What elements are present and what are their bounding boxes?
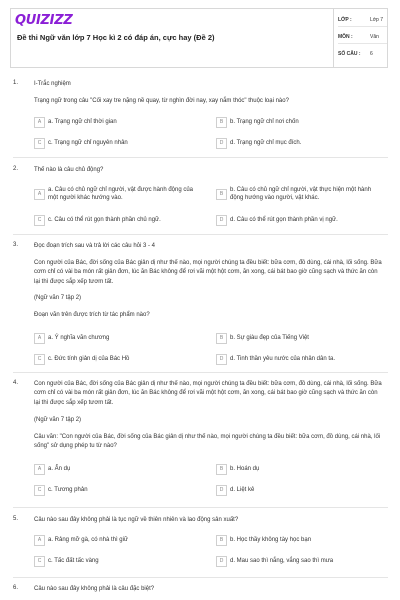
option-a[interactable]	[34, 464, 200, 476]
meta-value: Lớp 7	[370, 17, 384, 23]
option-text: a. Rảng mỡ gà, có nhà thì giữ	[48, 537, 128, 543]
option-c[interactable]	[34, 485, 200, 497]
divider	[13, 507, 388, 508]
divider	[13, 234, 388, 235]
option-text: c. Câu có thể rút gọn thành phần chủ ngữ.	[48, 217, 161, 223]
question-number: 2.	[13, 166, 19, 172]
question-prompt: Câu văn: "Con người của Bác, đời sống của Bác giản dị như thế nào, mọi người chúng ta đều biết: bữa cơm, đồ dùng, cái nhà, lối sống" sử dụng phép tu từ nào?	[34, 434, 381, 450]
option-text: a. Trạng ngữ chỉ thời gian	[48, 119, 117, 125]
reading-passage: Con người của Bác, đời sống của Bác giản dị như thế nào, mọi người chúng ta đều biết: bữa cơm, đồ dùng, cái nhà, lối sống. Bữa cơm chỉ có vài ba món rất giản đơn, lúc ăn Bác không để rơi vãi một hột cơm, ăn xong, cái bát bao giờ cũng sạch và thức ăn còn lại thì được sắp xếp tươm tất.	[34, 381, 382, 406]
question-number: 5.	[13, 516, 19, 522]
option-a[interactable]	[34, 185, 200, 205]
question-prompt: Câu nào sau đây không phải là tục ngữ về thiên nhiên và lao động sản xuất?	[34, 517, 239, 523]
option-letter: A	[34, 333, 45, 344]
meta-key: SỐ CÂU :	[338, 51, 361, 57]
option-text: c. Tấc đất tấc vàng	[48, 558, 99, 564]
meta-row-count	[338, 48, 387, 60]
question-number: 3.	[13, 242, 19, 248]
question-prompt: Câu nào sau đây không phải là câu đặc biệt?	[34, 586, 155, 592]
document-title: Đề thi Ngữ văn lớp 7 Học kì 2 có đáp án, cực hay (Đề 2)	[17, 33, 215, 42]
meta-panel	[333, 9, 390, 67]
option-text: b. Hoán dụ	[230, 466, 260, 472]
option-text: a. Câu có chủ ngữ chỉ người, vật được hành động của một người khác hướng vào.	[48, 187, 194, 201]
option-a[interactable]	[34, 535, 200, 547]
option-c[interactable]	[34, 138, 200, 150]
option-letter: C	[34, 485, 45, 496]
meta-key: LỚP :	[338, 17, 352, 23]
option-text: d. Tinh thần yêu nước của nhân dân ta.	[230, 356, 336, 362]
option-b[interactable]	[216, 117, 382, 129]
option-letter: A	[34, 189, 45, 200]
option-text: c. Tương phản	[48, 487, 88, 493]
option-letter: B	[216, 117, 227, 128]
option-d[interactable]	[216, 556, 382, 568]
option-letter: D	[216, 215, 227, 226]
divider	[13, 577, 388, 578]
question-prompt: Đoạn văn trên được trích từ tác phẩm nào?	[34, 312, 150, 318]
option-b[interactable]	[216, 464, 382, 476]
passage-source: (Ngữ văn 7 tập 2)	[34, 295, 82, 301]
option-letter: D	[216, 354, 227, 365]
option-letter: C	[34, 138, 45, 149]
option-text: d. Mau sao thì nắng, vắng sao thì mưa	[230, 558, 334, 564]
option-letter: A	[34, 535, 45, 546]
option-a[interactable]	[34, 333, 200, 345]
question-number: 1.	[13, 80, 19, 86]
passage-source: (Ngữ văn 7 tập 2)	[34, 417, 82, 423]
option-text: d. Câu có thể rút gọn thành phần vị ngữ.	[230, 217, 338, 223]
option-d[interactable]	[216, 485, 382, 497]
meta-value: Văn	[370, 34, 379, 40]
option-c[interactable]	[34, 556, 200, 568]
question-prompt: Trạng ngữ trong câu "Cối xay tre nặng nề quay, từ nghìn đời nay, xay nắm thóc" thuộc loại nào?	[34, 98, 289, 104]
option-text: b. Sự giàu đẹp của Tiếng Việt	[230, 335, 309, 341]
option-text: d. Liệt kê	[230, 487, 255, 493]
option-letter: A	[34, 464, 45, 475]
option-d[interactable]	[216, 215, 382, 227]
quizizz-logo: QUIZIZZ	[15, 13, 73, 28]
option-d[interactable]	[216, 354, 382, 366]
option-text: a. Ẩn dụ	[48, 466, 71, 472]
option-letter: C	[34, 215, 45, 226]
option-c[interactable]	[34, 354, 200, 366]
option-b[interactable]	[216, 333, 382, 345]
option-text: b. Câu có chủ ngữ chỉ người, vật thực hiện một hành động hướng vào người, vật khác.	[230, 187, 372, 201]
option-text: c. Đức tính giản dị của Bác Hồ	[48, 356, 130, 362]
option-letter: C	[34, 556, 45, 567]
option-text: a. Ý nghĩa văn chương	[48, 335, 110, 341]
option-text: b. Trạng ngữ chỉ nơi chốn	[230, 119, 299, 125]
quiz-header	[10, 8, 388, 68]
meta-key: MÔN :	[338, 34, 353, 40]
question-number: 4.	[13, 380, 19, 386]
question-number: 6.	[13, 585, 19, 591]
option-a[interactable]	[34, 117, 200, 129]
option-letter: D	[216, 138, 227, 149]
reading-passage: Con người của Bác, đời sống của Bác giản dị như thế nào, mọi người chúng ta đều biết: bữa cơm, đồ dùng, cái nhà, lối sống. Bữa cơm chỉ có vài ba món rất giản đơn, lúc ăn Bác không để rơi vãi một hột cơm, ăn xong, cái bát bao giờ cũng sạch và thức ăn còn lại thì được sắp xếp tươm tất.	[34, 260, 382, 285]
meta-row-subject	[338, 31, 387, 44]
option-letter: B	[216, 333, 227, 344]
option-text: b. Học thầy không tày học bạn	[230, 537, 312, 543]
option-letter: A	[34, 117, 45, 128]
option-letter: C	[34, 354, 45, 365]
meta-row-class	[338, 14, 387, 27]
option-letter: D	[216, 556, 227, 567]
question-prompt: Thế nào là câu chủ động?	[34, 167, 104, 173]
meta-value: 6	[370, 51, 373, 57]
option-letter: D	[216, 485, 227, 496]
option-letter: B	[216, 464, 227, 475]
option-letter: B	[216, 189, 227, 200]
option-b[interactable]	[216, 535, 382, 547]
option-text: c. Trạng ngữ chỉ nguyên nhân	[48, 140, 128, 146]
option-text: d. Trạng ngữ chỉ mục đích.	[230, 140, 302, 146]
question-heading: Đọc đoạn trích sau và trả lời các câu hỏi 3 - 4	[34, 243, 155, 249]
divider	[13, 372, 388, 373]
option-d[interactable]	[216, 138, 382, 150]
option-letter: B	[216, 535, 227, 546]
divider	[13, 157, 388, 158]
option-c[interactable]	[34, 215, 200, 227]
question-heading: I-Trắc nghiệm	[34, 81, 71, 87]
option-b[interactable]	[216, 185, 382, 205]
